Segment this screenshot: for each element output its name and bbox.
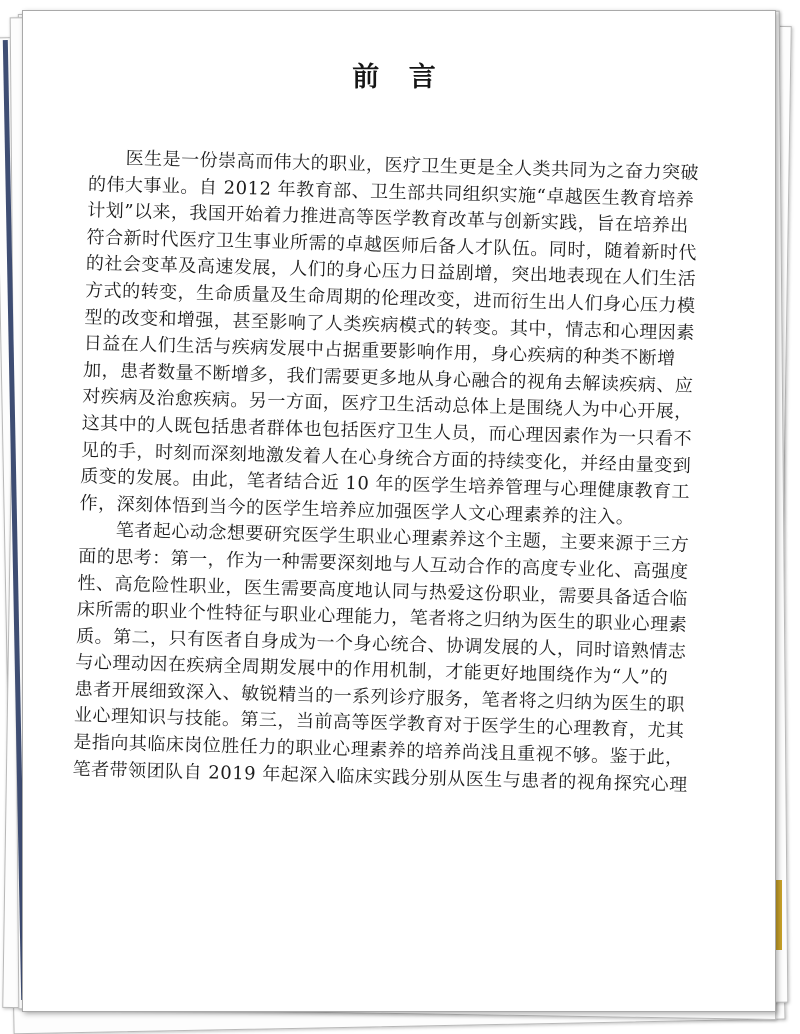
text-line: 与心理动因在疾病全周期发展中的作用机制，才能更好地围绕作为“人”的 [75, 652, 669, 689]
text-line: 医生是一份崇高而伟大的职业，医疗卫生更是全人类共同为之奋力突破 [125, 147, 700, 184]
text-line: 业心理知识与技能。第三，当前高等医学教育对于医学生的心理教育，尤其 [73, 705, 685, 743]
text-line: 型的改变和增强，甚至影响了人类疾病模式的转变。其中，情志和心理因素 [84, 306, 696, 344]
text-line: 作，深刻体悟到当今的医学生培养应加强医学人文心理素养的注入。 [79, 492, 635, 529]
text-line: 加，患者数量不断增多，我们需要更多地从身心融合的视角去解读疾病、应 [82, 359, 694, 397]
text-line: 患者开展细致深入、敏锐精当的一系列诊疗服务，笔者将之归纳为医生的职 [74, 678, 686, 716]
text-line: 笔者带领团队自 2019 年起深入临床实践分别从医生与患者的视角探究心理 [72, 758, 688, 796]
text-line: 床所需的职业个性特征与职业心理能力，笔者将之归纳为医生的职业心理素 [76, 598, 688, 636]
text-line: 对疾病及治愈疾病。另一方面，医疗卫生活动总体上是围绕人为中心开展， [82, 386, 693, 424]
text-line: 笔者起心动念想要研究医学生职业心理素养这个主题，主要来源于三方 [115, 520, 690, 557]
text-line: 是指向其临床岗位胜任力的职业心理素养的培养尚浅且重视不够。鉴于此， [73, 731, 684, 769]
text-line: 的伟大事业。自 2012 年教育部、卫生部共同组织实施“卓越医生教育培养 [87, 173, 695, 211]
text-line: 面的思考：第一，作为一种需要深刻地与人互动合作的高度专业化、高强度 [77, 545, 689, 583]
text-line: 质变的发展。由此，笔者结合近 10 年的医学生培养管理与心理健康教育工 [80, 466, 691, 503]
text-line: 符合新时代医疗卫生事业所需的卓越医师后备人才队伍。同时，随着新时代 [86, 226, 698, 264]
text-line: 质。第二，只有医者自身成为一个身心统合、协调发展的人，同时谙熟情志 [75, 625, 687, 663]
document-page [22, 10, 776, 1012]
page-title: 前 言 [352, 62, 446, 93]
text-line: 的社会变革及高速发展，人们的身心压力日益剧增，突出地表现在人们生活 [85, 253, 697, 291]
text-line: 这其中的人既包括患者群体也包括医疗卫生人员，而心理因素作为一只看不 [81, 412, 693, 450]
text-line: 方式的转变，生命质量及生命周期的伦理改变，进而衍生出人们身心压力模 [84, 279, 696, 317]
text-line: 性、高危险性职业，医生需要高度地认同与热爱这份职业，需要具备适合临 [77, 572, 689, 610]
text-line: 计划”以来，我国开始着力推进高等医学教育改革与创新实践，旨在培养出 [87, 200, 690, 237]
text-line: 见的手，时刻而深刻地激发着人在心身统合方面的持续变化，并经由量变到 [80, 439, 692, 477]
body-text [72, 145, 738, 800]
text-line: 日益在人们生活与疾病发展中占据重要影响作用，身心疾病的种类不断增 [83, 333, 676, 370]
